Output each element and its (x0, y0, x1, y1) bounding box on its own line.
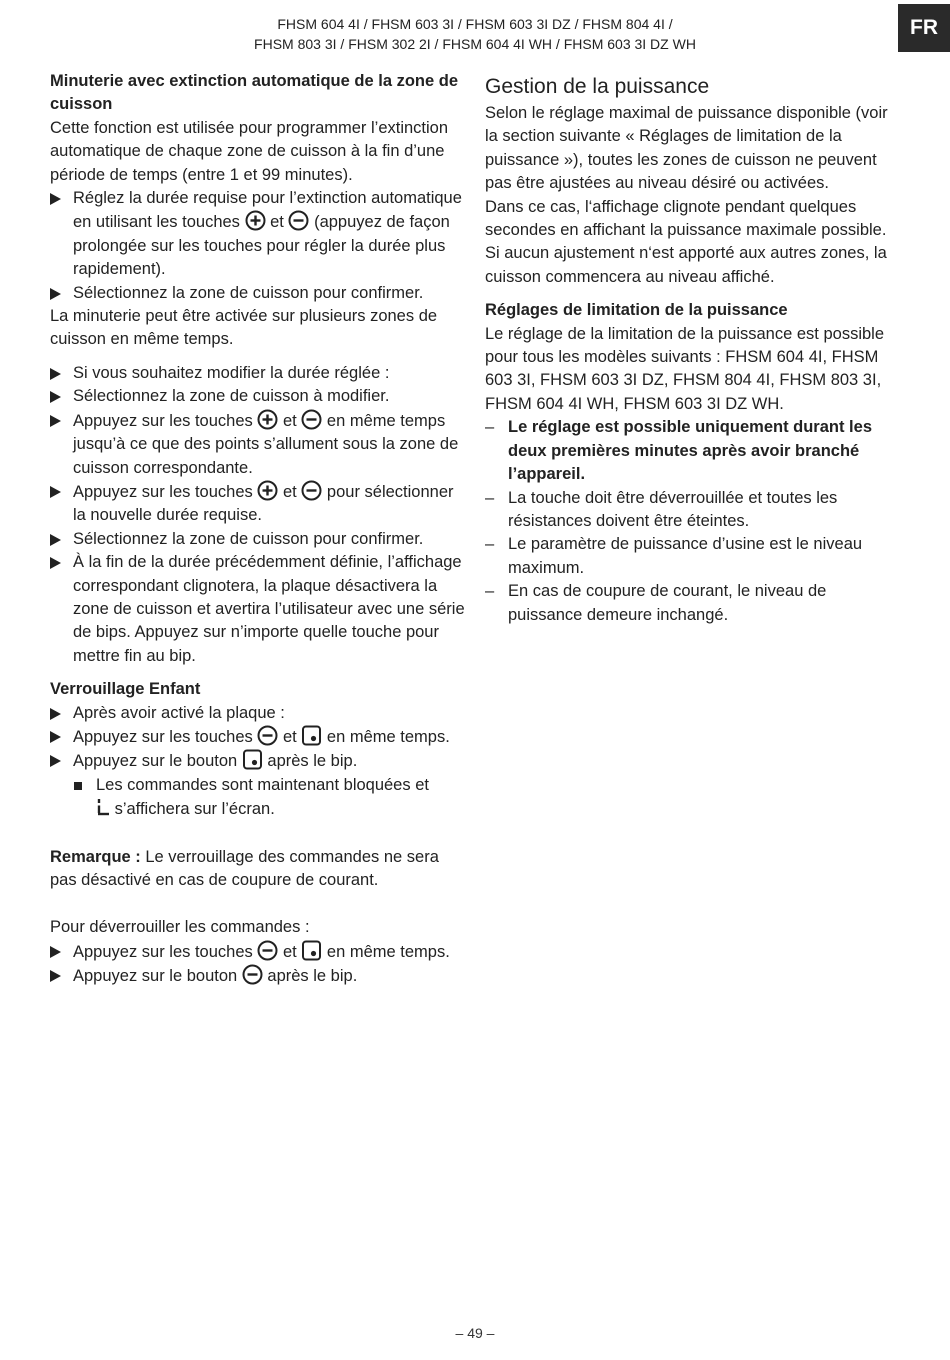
bullet-triangle-icon (50, 288, 61, 300)
minus-icon (257, 940, 278, 961)
bullet-triangle-icon (50, 557, 61, 569)
page-header (200, 14, 750, 54)
list-item: Après avoir activé la plaque : (50, 702, 468, 725)
remarque-text: Le verrouillage des commandes ne sera pas désactivé en cas de coupure de courant. (50, 847, 439, 889)
bullet-triangle-icon (50, 486, 61, 498)
plus-icon (257, 480, 278, 501)
list-item: Sélectionnez la zone de cuisson pour confirmer. (50, 528, 468, 551)
list-item: Appuyez sur les touches et pour sélectionner la nouvelle durée requise. (50, 480, 468, 528)
child-lock-heading: Verrouillage Enfant (50, 680, 201, 699)
bullet-triangle-icon (50, 755, 61, 767)
bullet-triangle-icon (50, 415, 61, 427)
bullet-triangle-icon (50, 970, 61, 982)
plus-icon (257, 409, 278, 430)
lock-key-icon (301, 940, 322, 961)
minuterie-intro: Cette fonction est utilisée pour programmer l’extinction automatique de chaque zone de cuisson à la fin d’une période de temps (entre 1 et 99 minutes). (50, 118, 449, 184)
language-tab: FR (898, 4, 950, 52)
list-item: – Le paramètre de puissance d’usine est le niveau maximum. (485, 535, 863, 577)
list-item: Appuyez sur les touches et en même temps. (50, 725, 468, 749)
remarque-paragraph (50, 846, 468, 893)
minus-icon (301, 480, 322, 501)
remarque-label: Remarque : (50, 847, 141, 866)
list-item: – En cas de coupure de courant, le niveau de puissance demeure inchangé. (485, 582, 827, 624)
minus-icon (242, 964, 263, 985)
header-models-line1: FHSM 604 4I / FHSM 603 3I / FHSM 603 3I DZ / FHSM 804 4I / (277, 16, 673, 32)
list-item: Les commandes sont maintenant bloquées et s’affichera sur l’écran. (50, 774, 468, 822)
power-paragraph-1: Selon le réglage maximal de puissance disponible (voir la section suivante « Réglages de limitation de la puissance »), toutes les zones de cuisson ne peuvent pas être ajustées au niveau désiré ou activées. (485, 104, 888, 193)
multi-zone-note: La minuterie peut être activée sur plusieurs zones de cuisson en même temps. (50, 307, 438, 349)
right-column (485, 70, 900, 627)
list-item: Appuyez sur le bouton après le bip. (50, 964, 468, 988)
list-item: – Le réglage est possible uniquement durant les deux premières minutes après avoir branché l’appareil. (485, 418, 872, 484)
lock-key-icon (301, 725, 322, 746)
bullet-triangle-icon (50, 708, 61, 720)
list-item: Appuyez sur les touches et en même temps jusqu’à ce que des points s’allument sous la zone de cuisson correspondante. (50, 409, 468, 480)
power-management-heading: Gestion de la puissance (485, 75, 710, 98)
minus-icon (257, 725, 278, 746)
list-item: Sélectionnez la zone de cuisson à modifier. (50, 385, 468, 408)
bullet-triangle-icon (50, 391, 61, 403)
bullet-triangle-icon (50, 368, 61, 380)
list-item: Appuyez sur le bouton après le bip. (50, 749, 468, 773)
dash-bullet: – (485, 582, 495, 601)
lock-display-symbol-icon (96, 797, 110, 818)
left-column (50, 70, 468, 989)
power-paragraph-3: Si aucun ajustement n‘est apporté aux autres zones, la cuisson commencera au niveau affiché. (485, 244, 887, 286)
minus-icon (301, 409, 322, 430)
list-item: – La touche doit être déverrouillée et toutes les résistances doivent être éteintes. (485, 488, 838, 530)
list-item: Appuyez sur les touches et en même temps. (50, 940, 468, 964)
bullet-triangle-icon (50, 731, 61, 743)
bullet-triangle-icon (50, 193, 61, 205)
minus-icon (288, 210, 309, 231)
power-limit-heading: Réglages de limitation de la puissance (485, 301, 788, 320)
lock-key-icon (242, 749, 263, 770)
list-item: Réglez la durée requise pour l’extinction automatique en utilisant les touches et (appuyez de façon prolongée sur les touches pour régler la durée plus rapidement). (50, 187, 468, 282)
list-item: À la fin de la durée précédemment définie, l’affichage correspondant clignotera, la plaque désactivera la zone de cuisson et avertira l’utilisateur avec une série de bips. Appuyez sur n’importe quelle touche pour mettre fin au bip. (50, 551, 468, 668)
unlock-intro: Pour déverrouiller les commandes : (50, 918, 310, 937)
header-models-line2: FHSM 803 3I / FHSM 302 2I / FHSM 604 4I WH / FHSM 603 3I DZ WH (254, 36, 696, 52)
list-item: Si vous souhaitez modifier la durée réglée : (50, 362, 468, 385)
bullet-triangle-icon (50, 534, 61, 546)
page-number: – 49 – (455, 1325, 495, 1341)
bullet-square-icon (74, 782, 82, 790)
power-paragraph-2: Dans ce cas, l‘affichage clignote pendant quelques secondes en affichant la puissance maximale possible. (485, 197, 887, 240)
power-limit-intro: Le réglage de la limitation de la puissance est possible pour tous les modèles suivants : FHSM 604 4I, FHSM 603 3I, FHSM 603 3I DZ, FHSM 804 4I, FHSM 803 3I, FHSM 604 4I WH, FHSM 603 3I DZ WH. (485, 324, 884, 413)
dash-bullet: – (485, 418, 495, 437)
plus-icon (245, 210, 266, 231)
minuterie-heading: Minuterie avec extinction automatique de la zone de cuisson (50, 72, 459, 114)
dash-bullet: – (485, 488, 495, 507)
dash-bullet: – (485, 535, 495, 554)
bullet-triangle-icon (50, 946, 61, 958)
list-item: Sélectionnez la zone de cuisson pour confirmer. (50, 282, 468, 305)
